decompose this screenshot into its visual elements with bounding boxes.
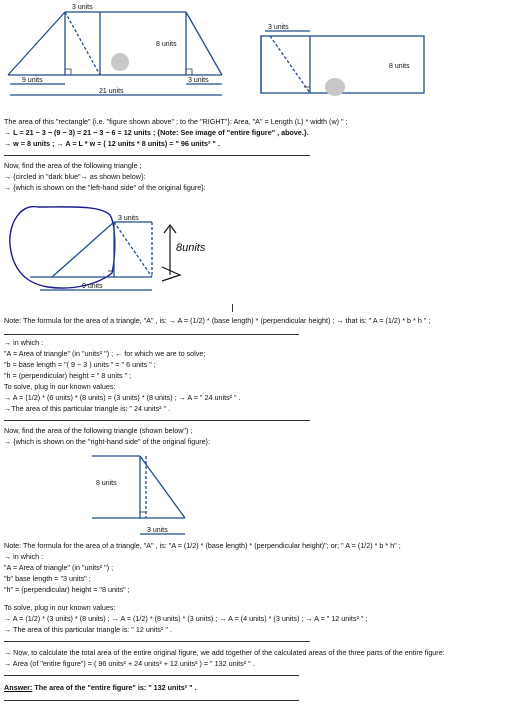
text-line: → {which is shown on the "left-hand side" of the original figure}: [4,183,206,192]
fig3-top-label: 3 units [118,215,139,222]
fig1-right-base-label: 3 units [188,77,209,84]
text-line: → Now, to calculate the total area of the entire original figure, we add together of the calculated areas of the three parts of the entire figure: [4,648,445,657]
cursor-mark [232,304,233,312]
fig1-height-label: 8 units [156,41,177,48]
divider [4,700,299,701]
figure-left-triangle [0,195,230,300]
circle-mark [325,78,345,96]
answer-label: Answer: [4,683,33,692]
text-line: → A = (1/2) * (6 units) * (8 units) = (3 units) * (8 units) ; → A = " 24 units² " . [4,393,241,402]
fig2-top-label: 3 units [268,24,289,31]
text-line: →The area of this particular triangle is: " 24 units² " . [4,404,171,413]
text-line: → w = 8 units ; → A = L * w = ( 12 units * 8 units) = " 96 units² " . [4,139,220,148]
fig4-height-label: 8 units [96,480,117,487]
text-line: "b" base length = "3 units" ; [4,574,91,583]
fig1-left-base-label: 9 units [22,77,43,84]
text-line: "A = Area of triangle" (in "units² ") ; ← for which we are to solve; [4,349,206,358]
text-line: "A = Area of triangle" (in "units² ") ; [4,563,114,572]
text-line: → {which is shown on the "right-hand side" of the original figure}: [4,437,211,446]
text-line: Note: The formula for the area of a triangle, "A" , is: "A = (1/2) * (base length) * (perpendicular height)"; or; " A = (1/2) * b * h" ; [4,541,401,550]
fig4-base-label: 3 units [147,527,168,534]
text-line: → {circled in "dark blue"→ as shown below}: [4,172,146,181]
answer-text: The area of the "entire figure" is: " 132 units² " . [32,683,197,692]
text-line: The area of this "rectangle" {i.e. "figure shown above" ; to the "RIGHT"}: Area, "A" = Length (L) * width (w) " ; [4,117,348,126]
fig2-height-label: 8 units [389,63,410,70]
text-line: → L = 21 − 3 − (9 − 3) = 21 − 3 − 6 = 12 units ; {Note: See image of "entire figure" , above.}. [4,128,309,137]
hand-drawn-circle [10,207,115,289]
divider [4,155,310,156]
figure-right-triangle [0,448,230,538]
figure-rectangle [0,0,529,100]
text-line: → in which : [4,338,44,347]
text-line: → in which : [4,552,44,561]
text-line: → Area (of "entire figure") = ( 96 units² + 24 units² + 12 units² ) = " 132 units² " . [4,659,255,668]
fig3-base-label: 9 units [82,283,103,290]
text-line: To solve, plug in our known values: [4,382,116,391]
divider [4,420,310,421]
text-line: → The area of this particular triangle is: " 12 units² " . [4,625,172,634]
text-line: Note: The formula for the area of a triangle, "A" , is: → A = (1/2) * (base length) * (perpendicular height) ; → that is: " A = (1/2) * b * h " ; [4,316,431,325]
divider [4,641,310,642]
text-line: Now, find the area of the following triangle ; [4,161,142,170]
divider [4,334,299,335]
text-line: "b = base length = "( 9 − 3 ) units " = " 6 units " ; [4,360,156,369]
text-line: "h = (perpendicular) height = " 8 units " ; [4,371,132,380]
answer-line [4,683,197,692]
fig1-total-label: 21 units [99,88,124,95]
fig3-handwritten-height: 8units [176,242,206,254]
text-line: "h" = (perpendicular) height = "8 units" ; [4,585,130,594]
text-line: To solve, plug in our known values: [4,603,116,612]
divider [4,675,299,676]
text-line: → A = (1/2) * (3 units) * (8 units) ; → A = (1/2) * (8 units) * (3 units) ; → A = (4 units) * (3 units) ; → A = " 12 units² " ; [4,614,368,623]
text-line: Now, find the area of the following triangle (shown below") ; [4,426,193,435]
fig1-top-label: 3 units [72,4,93,11]
